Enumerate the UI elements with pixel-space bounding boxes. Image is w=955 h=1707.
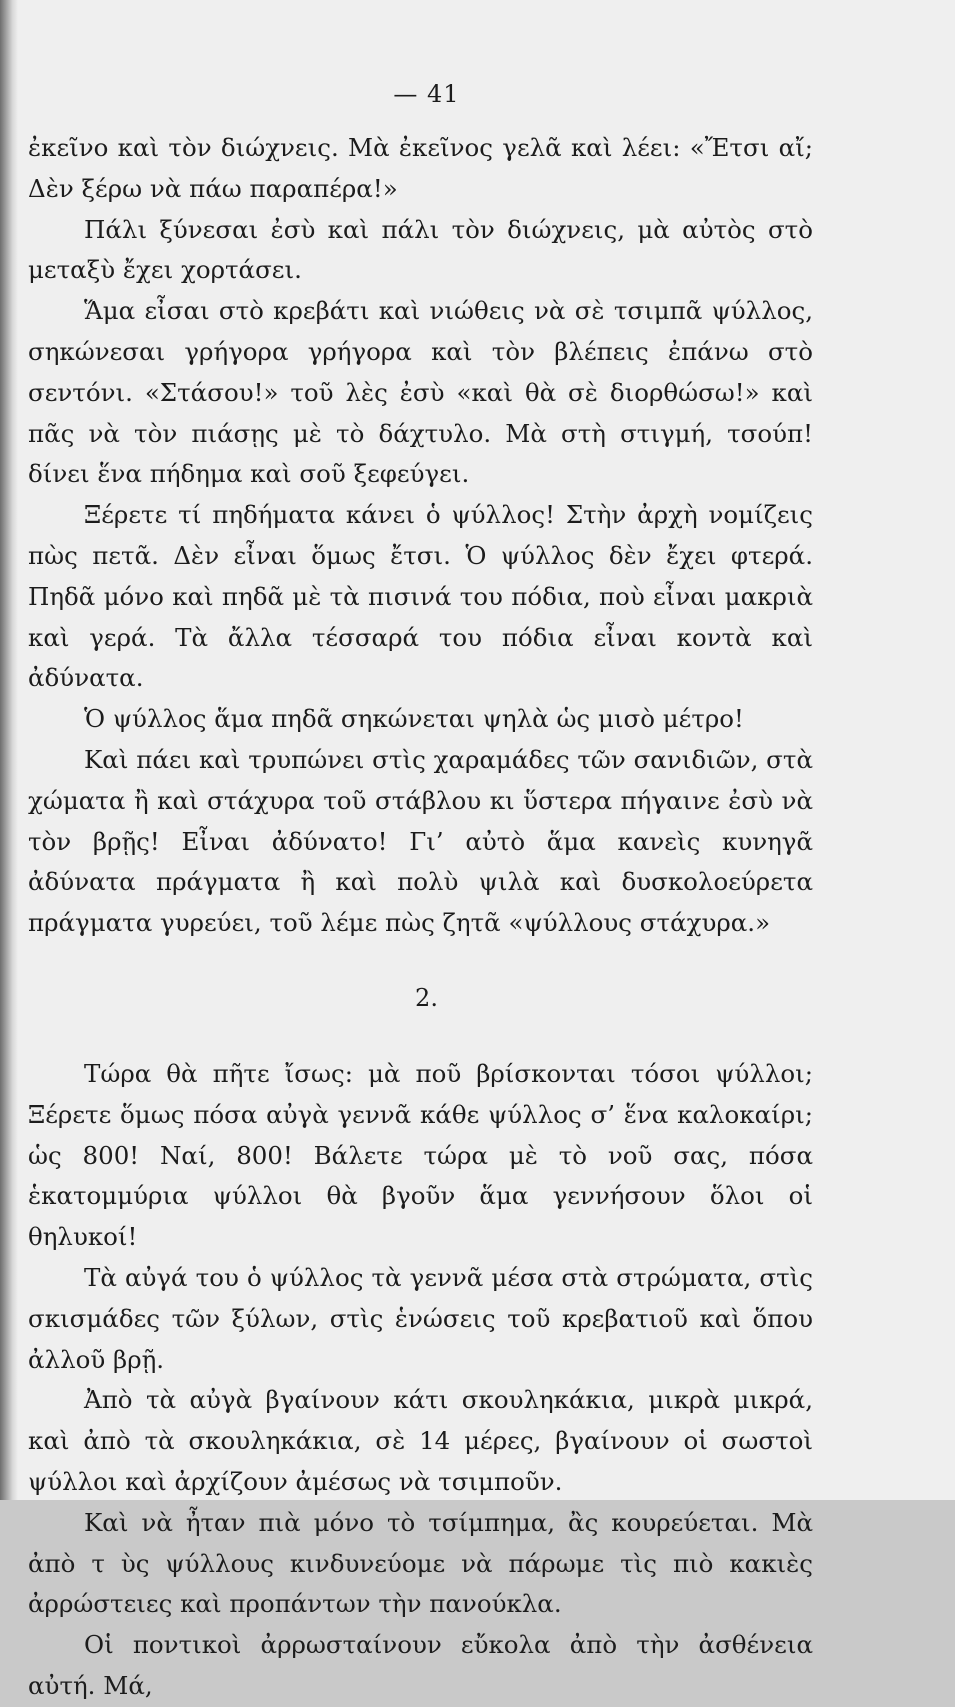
text-block-before	[28, 128, 825, 944]
paragraph: Ἀπὸ τὰ αὐγὰ βγαίνουν κάτι σκουληκάκια, μικρὰ μικρά, καὶ ἀπὸ τὰ σκουληκάκια, σὲ 14 μέρες, βγαίνουν οἱ σωστοὶ ψύλλοι καὶ ἀρχίζουν ἀμέσως νὰ τσιμποῦν.	[28, 1385, 813, 1496]
paragraph: Ἅμα εἶσαι στὸ κρεβάτι καὶ νιώθεις νὰ σὲ τσιμπᾶ ψύλλος, σηκώνεσαι γρήγορα γρήγορα καὶ τὸν βλέπεις ἐπάνω στὸ σεντόνι. «Στάσου!» τοῦ λὲς ἐσὺ «καὶ θὰ σὲ διορθώσω!» καὶ πᾶς νὰ τὸν πιάσῃς μὲ τὸ δάχτυλο. Μὰ στὴ στιγμή, τσούπ! δίνει ἕνα πήδημα καὶ σοῦ ξεφεύγει.	[28, 296, 813, 489]
paragraph: Πάλι ξύνεσαι ἐσὺ καὶ πάλι τὸν διώχνεις, μὰ αὐτὸς στὸ μεταξὺ ἔχει χορτάσει.	[28, 214, 813, 285]
paragraph: Τὰ αὐγά του ὁ ψύλλος τὰ γεννᾶ μέσα στὰ στρώματα, στὶς σκισμάδες τῶν ξύλων, στὶς ἑνώσεις τοῦ κρεβατιοῦ καὶ ὅπου ἀλλοῦ βρῇ.	[28, 1262, 813, 1374]
paragraph: Ὁ ψύλλος ἅμα πηδᾶ σηκώνεται ψηλὰ ὡς μισὸ μέτρο!	[84, 704, 744, 734]
paragraph: Οἱ ποντικοὶ ἀρρωσταίνουν εὔκολα ἀπὸ τὴν ἀσθένεια αὐτή. Μά,	[28, 1630, 813, 1700]
section-heading: 2.	[415, 983, 438, 1012]
text-block-after	[28, 1054, 825, 1707]
paragraph: Ξέρετε τί πηδήματα κάνει ὁ ψύλλος! Στὴν ἀρχὴ νομίζεις πὼς πετᾶ. Δὲν εἶναι ὅμως ἔτσι. Ὁ ψύλλος δὲν ἔχει φτερά. Πηδᾶ μόνο καὶ πηδᾶ μὲ τὰ πισινά του πόδια, ποὺ εἶναι μακριὰ καὶ γερά. Τὰ ἄλλα τέσσαρά του πόδια εἶναι κοντὰ καὶ ἀδύνατα.	[28, 500, 813, 693]
paragraph: ἐκεῖνο καὶ τὸν διώχνεις. Μὰ ἐκεῖνος γελᾶ καὶ λέει: «Ἔτσι αἴ; Δὲν ξέρω νὰ πάω παραπέρα!»	[28, 133, 813, 203]
page-number: — 41	[393, 80, 460, 108]
paragraph: Τώρα θὰ πῆτε ἴσως: μὰ ποῦ βρίσκονται τόσοι ψύλλοι; Ξέρετε ὅμως πόσα αὐγὰ γεννᾶ κάθε ψύλλος σ’ ἕνα καλοκαίρι; ὡς 800! Ναί, 800! Βάλετε τώρα μὲ τὸ νοῦ σας, πόσα ἑκατομμύρια ψύλλοι θὰ βγοῦν ἅμα γεννήσουν ὅλοι οἱ θηλυκοί!	[28, 1058, 813, 1252]
paragraph: Καὶ νὰ ἦταν πιὰ μόνο τὸ τσίμπημα, ἂς κουρεύεται. Μὰ ἀπὸ τ ὺς ψύλλους κινδυνεύομε νὰ πάρωμε τὶς πιὸ κακιὲς ἀρρώστειες καὶ προπάντων τὴν πανούκλα.	[28, 1507, 813, 1619]
paragraph: Καὶ πάει καὶ τρυπώνει στὶς χαραμάδες τῶν σανιδιῶν, στὰ χώματα ἢ καὶ στάχυρα τοῦ στάβλου κι ὕστερα πήγαινε ἐσὺ νὰ τὸν βρῇς! Εἶναι ἀδύνατο! Γι’ αὐτὸ ἅμα κανεὶς κυνηγᾶ ἀδύνατα πράγματα ἢ καὶ πολὺ ψιλὰ καὶ δυσκολοεύρετα πράγματα γυρεύει, τοῦ λέμε πὼς ζητᾶ «ψύλλους στάχυρα.»	[28, 744, 813, 938]
